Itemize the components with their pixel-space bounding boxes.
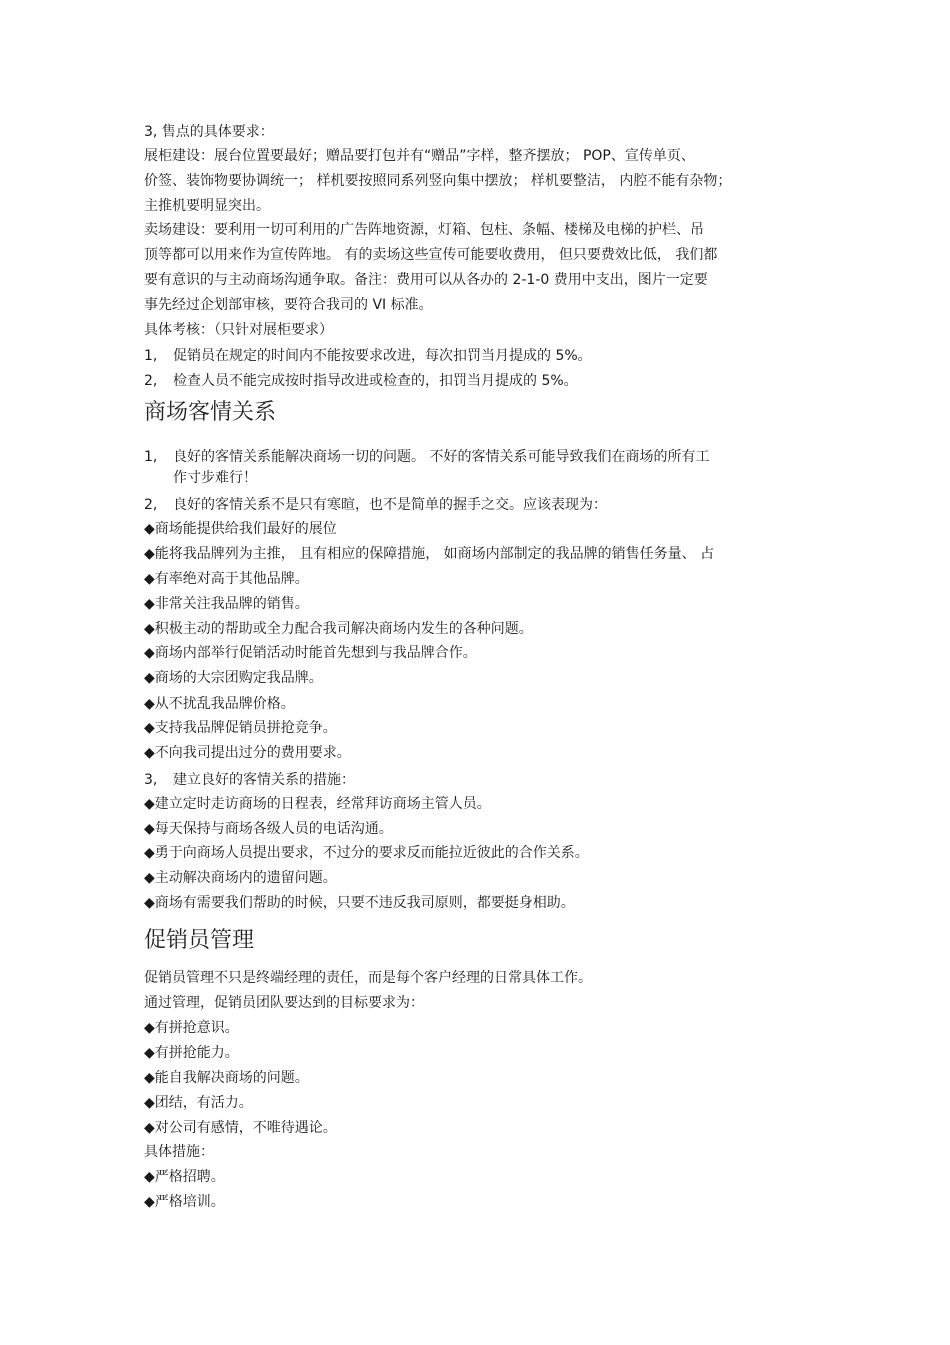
paragraph-line: 通过管理，促销员团队要达到的目标要求为： — [144, 995, 424, 1011]
item-number: 1, — [144, 449, 158, 465]
item-continuation: 作寸步难行！ — [173, 470, 257, 486]
item-text: 检查人员不能完成按时指导改进或检查的，扣罚当月提成的 5%。 — [173, 373, 578, 389]
bullet-item: ◆有拼抢能力。 — [144, 1045, 239, 1061]
bullet-item: ◆商场有需要我们帮助的时候，只要不违反我司原则，都要挺身相助。 — [144, 895, 575, 911]
bullet-item: ◆严格培训。 — [144, 1194, 225, 1210]
paragraph-line: 具体措施： — [144, 1144, 214, 1160]
paragraph-line: 要有意识的与主动商场沟通争取。备注：费用可以从各办的 2-1-0 费用中支出，图片一定要 — [144, 272, 708, 288]
bullet-item: ◆勇于向商场人员提出要求，不过分的要求反而能拉近彼此的合作关系。 — [144, 845, 589, 861]
bullet-item: ◆有率绝对高于其他品牌。 — [144, 571, 309, 587]
bullet-item: ◆主动解决商场内的遗留问题。 — [144, 870, 337, 886]
bullet-item: ◆支持我品牌促销员拼抢竞争。 — [144, 720, 337, 736]
bullet-item: ◆对公司有感情，不唯待遇论。 — [144, 1120, 337, 1136]
numbered-item — [144, 371, 578, 391]
bullet-item: ◆从不扰乱我品牌价格。 — [144, 696, 295, 712]
item-number: 1, — [144, 348, 158, 364]
numbered-item — [144, 346, 592, 366]
section-title: 商场客情关系 — [144, 400, 277, 425]
numbered-item — [144, 495, 607, 515]
bullet-item: ◆积极主动的帮助或全力配合我司解决商场内发生的各种问题。 — [144, 621, 533, 637]
item-number: 2, — [144, 497, 158, 513]
bullet-item: ◆能自我解决商场的问题。 — [144, 1070, 309, 1086]
item-text: 良好的客情关系不是只有寒暄，也不是简单的握手之交。应该表现为： — [173, 497, 607, 513]
item-number: 3, — [144, 772, 158, 788]
bullet-item: ◆建立定时走访商场的日程表，经常拜访商场主管人员。 — [144, 796, 491, 812]
bullet-item: ◆能将我品牌列为主推， 且有相应的保障措施， 如商场内部制定的我品牌的销售任务量、 占 — [144, 546, 715, 562]
paragraph-line: 顶等都可以用来作为宣传阵地。 有的卖场这些宣传可能要收费用， 但只要费效比低， 我们都 — [144, 247, 718, 263]
bullet-item: ◆非常关注我品牌的销售。 — [144, 596, 309, 612]
paragraph-line: 价签、装饰物要协调统一； 样机要按照同系列竖向集中摆放； 样机要整洁， 内腔不能有杂物； — [144, 173, 732, 189]
bullet-item: ◆每天保持与商场各级人员的电话沟通。 — [144, 821, 393, 837]
paragraph-line: 主推机要明显突出。 — [144, 198, 270, 214]
numbered-item — [144, 447, 709, 467]
paragraph-line: 事先经过企划部审核，要符合我司的 VI 标准。 — [144, 297, 433, 313]
bullet-item: ◆有拼抢意识。 — [144, 1020, 239, 1036]
item-text: 建立良好的客情关系的措施： — [173, 772, 355, 788]
paragraph-line: 促销员管理不只是终端经理的责任，而是每个客户经理的日常具体工作。 — [144, 970, 592, 986]
bullet-item: ◆不向我司提出过分的费用要求。 — [144, 745, 351, 761]
paragraph-line: 具体考核：（只针对展柜要求） — [144, 322, 333, 338]
section-title: 促销员管理 — [144, 928, 255, 953]
bullet-item: ◆严格招聘。 — [144, 1169, 225, 1185]
bullet-item: ◆商场内部举行促销活动时能首先想到与我品牌合作。 — [144, 645, 477, 661]
numbered-item — [144, 770, 355, 790]
bullet-item: ◆商场能提供给我们最好的展位 — [144, 521, 337, 537]
bullet-item: ◆商场的大宗团购定我品牌。 — [144, 670, 323, 686]
item-number: 2, — [144, 373, 158, 389]
subsection-heading: 3, 售点的具体要求： — [144, 124, 274, 140]
paragraph-line: 展柜建设：展台位置要最好；赠品要打包并有“赠品”字样，整齐摆放； POP、宣传单页、 — [144, 148, 695, 164]
item-text: 良好的客情关系能解决商场一切的问题。 不好的客情关系可能导致我们在商场的所有工 — [173, 449, 710, 465]
bullet-item: ◆团结，有活力。 — [144, 1095, 253, 1111]
paragraph-line: 卖场建设：要利用一切可利用的广告阵地资源，灯箱、包柱、条幅、楼梯及电梯的护栏、吊 — [144, 222, 704, 238]
item-text: 促销员在规定的时间内不能按要求改进，每次扣罚当月提成的 5%。 — [173, 348, 592, 364]
